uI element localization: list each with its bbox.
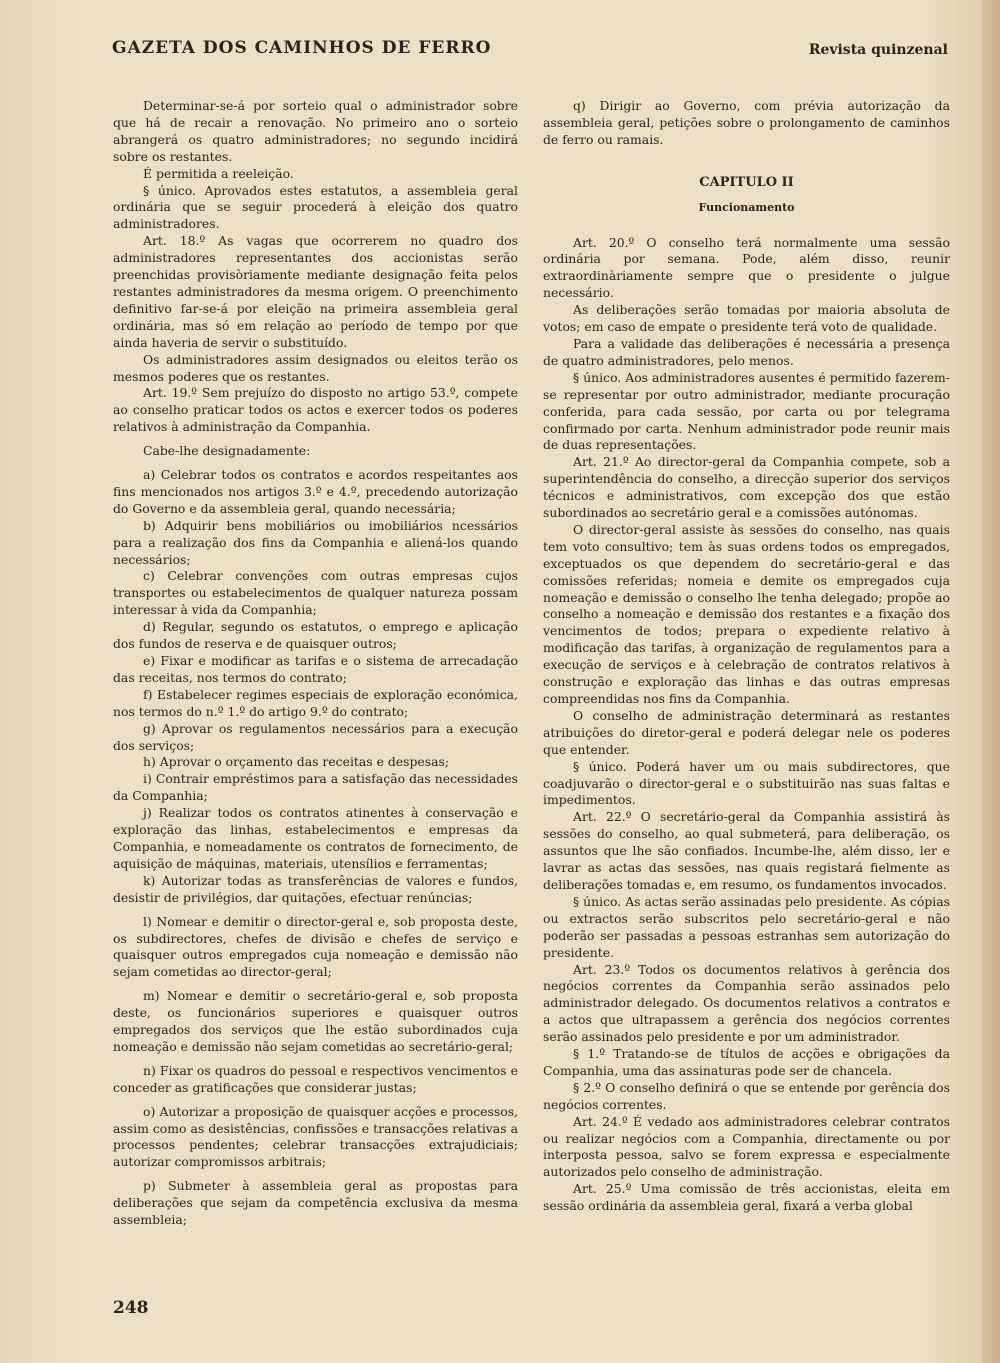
paragraph: h) Aprovar o orçamento das receitas e despesas;	[143, 754, 450, 770]
paragraph: Art. 21.º Ao director-geral da Companhia compete, sob a superintendência do conselho, a direcção superior dos serviços técnicos e administrativos, com excepção dos que estão subordinados ao secretário geral e a comissões autónomas.	[543, 454, 950, 521]
chapter-title: CAPITULO II	[699, 174, 794, 190]
right-column	[543, 98, 950, 1215]
paragraph: O conselho de administração determinará as restantes atribuições do diretor-geral e poderá delegar nele os poderes que entender.	[543, 707, 950, 757]
paragraph: § único. Aos administradores ausentes é permitido fazerem-se representar por outro administrador, mediante procuração conferida, para cada sessão, por carta ou por telegrama confirmado por carta. Nenhum administrador pode reunir mais de duas representações.	[543, 369, 950, 453]
paragraph: Para a validade das deliberações é necessária a presença de quatro administradores, pelo menos.	[543, 335, 950, 368]
paragraph: Art. 23.º Todos os documentos relativos à gerência dos negócios correntes da Companhia serão assinados pelo administrador delegado. Os documentos relativos a contratos e a actos que ultrapassem a gerência dos negócios correntes serão assinados pelo presidente e por um administrador.	[543, 961, 950, 1045]
paragraph: Art. 20.º O conselho terá normalmente uma sessão ordinária por semana. Pode, além disso, reunir extraordinàriamente sempre que o presidente o julgue necessário.	[543, 234, 950, 301]
paragraph: k) Autorizar todas as transferências de valores e fundos, desistir de privilégios, dar quitações, efectuar renúncias;	[113, 872, 518, 905]
paragraph: b) Adquirir bens mobiliários ou imobiliários ncessários para a realização dos fins da Companhia e aliená-los quando necessários;	[113, 517, 518, 567]
paragraph: g) Aprovar os regulamentos necessários para a execução dos serviços;	[113, 720, 518, 753]
paragraph: As deliberações serão tomadas por maioria absoluta de votos; em caso de empate o presidente terá voto de qualidade.	[543, 302, 950, 335]
paragraph: q) Dirigir ao Governo, com prévia autorização da assembleia geral, petições sobre o prolongamento de caminhos de ferro ou ramais.	[543, 98, 950, 147]
chapter-subtitle: Funcionamento	[698, 200, 795, 214]
paragraph: a) Celebrar todos os contratos e acordos respeitantes aos fins mencionados nos artigos 3.º e 4.º, precedendo autorização do Governo e da assembleia geral, quando necessária;	[113, 467, 518, 516]
paragraph: p) Submeter à assembleia geral as propostas para deliberações que sejam da competência exclusiva da mesma assembleia;	[113, 1178, 518, 1228]
paragraph: Art. 25.º Uma comissão de três accionistas, eleita em sessão ordinária da assembleia geral, fixará a verba global	[543, 1181, 950, 1214]
right-column-intro	[543, 98, 950, 149]
paragraph: n) Fixar os quadros do pessoal e respectivos vencimentos e conceder as gratificações que considerar justas;	[113, 1062, 518, 1095]
paragraph: l) Nomear e demitir o director-geral e, sob proposta deste, os subdirectores, chefes de divisão e chefes de serviço e quaisquer outros empregados cuja nomeação e demissão não sejam cometidas ao director-geral;	[113, 913, 518, 980]
paragraph: f) Estabelecer regimes especiais de exploração económica, nos termos do n.º 1.º do artigo 9.º do contrato;	[113, 686, 518, 719]
paragraph: § 1.º Tratando-se de títulos de acções e obrigações da Companhia, uma das assinaturas pode ser de chancela.	[543, 1046, 950, 1078]
paragraph: m) Nomear e demitir o secretário-geral e, sob proposta deste, os funcionários superiores e quaisquer outros empregados dos serviços que lhe estão subordinados cuja nomeação e demissão não sejam cometidas ao secretário-geral;	[113, 988, 518, 1054]
paragraph: o) Autorizar a proposição de quaisquer acções e processos, assim como as desistências, confissões e transacções relativas a processos pendentes; celebrar transacções extrajudiciais; autorizar compromissos arbitrais;	[113, 1103, 518, 1170]
paragraph: § único. As actas serão assinadas pelo presidente. As cópias ou extractos serão subscritos pelo secretário-geral e não poderão ser passadas a pessoas estranhas sem autorização do presidente.	[543, 893, 950, 960]
page-edge	[982, 0, 1000, 1363]
right-column-body	[543, 235, 950, 1216]
paragraph: § único. Aprovados estes estatutos, a assembleia geral ordinária que se seguir procederá à eleição dos quatro administradores.	[113, 182, 518, 232]
paragraph: Art. 24.º É vedado aos administradores celebrar contratos ou realizar negócios com a Companhia, directamente ou por interposta pessoa, salvo se forem expressa e especialmente autorizados pelo conselho de administração.	[543, 1113, 950, 1180]
paragraph: Determinar-se-á por sorteio qual o administrador sobre que há de recair a renovação. No primeiro ano o sorteio abrangerá os quatro administradores; no segundo incidirá sobre os restantes.	[113, 98, 518, 164]
journal-subtitle: Revista quinzenal	[808, 42, 948, 58]
paragraph: § único. Poderá haver um ou mais subdirectores, que coadjuvarão o director-geral e o substituirão nas suas faltas e impedimentos.	[543, 758, 950, 808]
paragraph: e) Fixar e modificar as tarifas e o sistema de arrecadação das receitas, nos termos do contrato;	[113, 653, 518, 685]
paragraph: i) Contrair empréstimos para a satisfação das necessidades da Companhia;	[113, 771, 518, 804]
left-column	[113, 98, 518, 1229]
paragraph: O director-geral assiste às sessões do conselho, nas quais tem voto consultivo; tem às suas ordens todos os empregados, exceptuados os que dependem do secretário-geral e das comissões referidas; nomeia e demite os empregados cuja nomeação e demissão o conselho lhe tenha delegado; propõe ao conselho a nomeação e demissão dos restantes e a fixação dos vencimentos de todos; prepara o expediente relativo à modificação das tarifas, à organização de regulamentos para a execução de serviços e à celebração de contratos relativos à construção e exploração das linhas e das outras empresas compreendidas nos fins da Companhia.	[543, 521, 950, 706]
paragraph: § 2.º O conselho definirá o que se entende por gerência dos negócios correntes.	[543, 1079, 950, 1112]
paragraph: c) Celebrar convenções com outras empresas cujos transportes ou estabelecimentos de qualquer natureza possam interessar à vida da Companhia;	[113, 568, 518, 618]
paragraph: Art. 22.º O secretário-geral da Companhia assistirá às sessões do conselho, ao qual submeterá, para deliberação, os assuntos que lhe são confiados. Incumbe-lhe, além disso, ler e lavrar as actas das sessões, nas quais registará fielmente as deliberações tomadas e, em resumo, os fundamentos invocados.	[543, 809, 950, 892]
paragraph: j) Realizar todos os contratos atinentes à conservação e exploração das linhas, estabelecimentos e empresas da Companhia, e nomeadamente os contratos de fornecimento, de aquisição de máquinas, materiais, utensílios e ferramentas;	[113, 805, 518, 871]
paragraph: Cabe-lhe designadamente:	[143, 443, 311, 459]
paragraph: Os administradores assim designados ou eleitos terão os mesmos poderes que os restantes.	[113, 351, 518, 384]
paragraph: É permitida a reeleição.	[143, 165, 294, 181]
journal-title: GAZETA DOS CAMINHOS DE FERRO	[112, 38, 492, 58]
paragraph: d) Regular, segundo os estatutos, o emprego e aplicação dos fundos de reserva e de quaisquer outros;	[113, 619, 518, 652]
paragraph: Art. 19.º Sem prejuízo do disposto no artigo 53.º, compete ao conselho praticar todos os actos e exercer todos os poderes relativos à administração da Companhia.	[113, 385, 518, 435]
paragraph: Art. 18.º As vagas que ocorrerem no quadro dos administradores representantes dos accionistas serão preenchidas provisòriamente mediante designação feita pelos restantes administradores da mesma origem. O preenchimento definitivo far-se-á por eleição na primeira assembleia geral ordinária, mas só em relação ao período de tempo por que ainda haveria de servir o substituído.	[113, 233, 518, 350]
page-number: 248	[113, 1298, 149, 1318]
